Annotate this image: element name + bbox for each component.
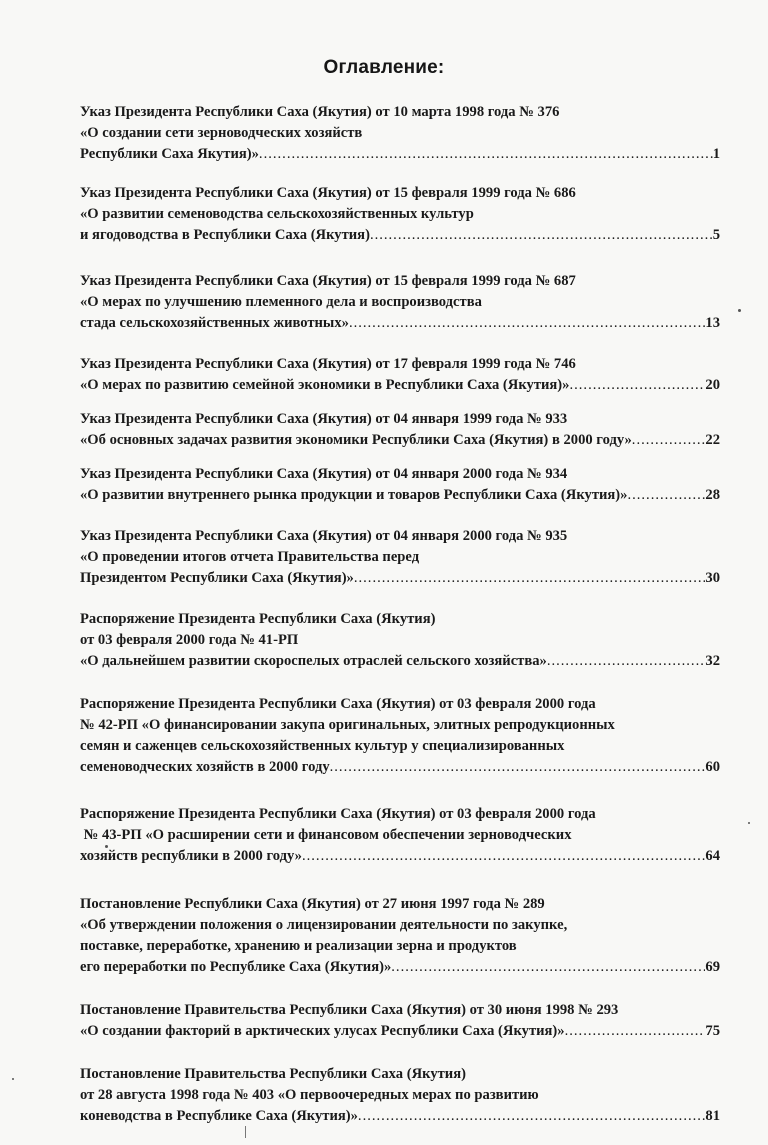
toc-entry-text: хозяйств республики в 2000 году» bbox=[80, 848, 302, 864]
toc-entry bbox=[80, 1064, 720, 1127]
toc-entry-text: «О создании факторий в арктических улусах Республики Саха (Якутия)» bbox=[80, 1023, 565, 1039]
toc-entry-line: № 43-РП «О расширении сети и финансовом обеспечении зерноводческих bbox=[80, 827, 572, 843]
toc-entry bbox=[80, 526, 720, 589]
dot-leader bbox=[547, 651, 706, 672]
toc-entry-line: «О мерах по улучшению племенного дела и воспроизводства bbox=[80, 294, 482, 310]
toc-entry-text: и ягодоводства в Республики Саха (Якутия) bbox=[80, 227, 370, 243]
dot-leader bbox=[358, 1106, 705, 1127]
toc-entry-text: семеноводческих хозяйств в 2000 году bbox=[80, 759, 330, 775]
page-number: 22 bbox=[705, 432, 720, 448]
toc-entry-last-line bbox=[80, 313, 720, 334]
dot-leader bbox=[632, 430, 706, 451]
toc-entry-line: Указ Президента Республики Саха (Якутия) от 04 января 2000 года № 935 bbox=[80, 528, 568, 544]
table-of-contents bbox=[80, 102, 720, 1127]
toc-entry-last-line bbox=[80, 846, 720, 867]
page-number: 13 bbox=[705, 315, 720, 331]
scan-speck bbox=[738, 309, 741, 312]
toc-entry-last-line bbox=[80, 651, 720, 672]
toc-entry-line: Распоряжение Президента Республики Саха (Якутия) bbox=[80, 611, 436, 627]
toc-entry-text: стада сельскохозяйственных животных» bbox=[80, 315, 349, 331]
toc-entry-line: Постановление Правительства Республики Саха (Якутия) от 30 июня 1998 № 293 bbox=[80, 1002, 619, 1018]
page-number: 28 bbox=[705, 487, 720, 503]
toc-entry-last-line bbox=[80, 144, 720, 165]
dot-leader bbox=[627, 485, 705, 506]
toc-entry-text: «О мерах по развитию семейной экономики в Республики Саха (Якутия)» bbox=[80, 377, 570, 393]
toc-entry-text: Республики Саха Якутия)» bbox=[80, 146, 259, 162]
dot-leader bbox=[330, 757, 706, 778]
page-number: 30 bbox=[705, 570, 720, 586]
page-number: 32 bbox=[705, 653, 720, 669]
dot-leader bbox=[354, 568, 706, 589]
toc-entry bbox=[80, 804, 720, 867]
toc-entry-last-line bbox=[80, 568, 720, 589]
toc-entry-line: Указ Президента Республики Саха (Якутия) от 10 марта 1998 года № 376 bbox=[80, 104, 560, 120]
toc-entry-line: Указ Президента Республики Саха (Якутия) от 15 февраля 1999 года № 687 bbox=[80, 273, 576, 289]
toc-entry-last-line bbox=[80, 1021, 720, 1042]
toc-entry bbox=[80, 271, 720, 334]
toc-entry-last-line bbox=[80, 225, 720, 246]
toc-entry bbox=[80, 609, 720, 672]
page-number: 69 bbox=[705, 959, 720, 975]
dot-leader bbox=[565, 1021, 706, 1042]
toc-entry-line: Указ Президента Республики Саха (Якутия) от 17 февраля 1999 года № 746 bbox=[80, 356, 576, 372]
page-number: 81 bbox=[705, 1108, 720, 1124]
toc-entry-line: поставке, переработке, хранению и реализации зерна и продуктов bbox=[80, 938, 517, 954]
toc-entry-last-line bbox=[80, 957, 720, 978]
page-number: 60 bbox=[705, 759, 720, 775]
dot-leader bbox=[370, 225, 713, 246]
toc-entry-text: «Об основных задачах развития экономики Республики Саха (Якутия) в 2000 году» bbox=[80, 432, 632, 448]
toc-entry-text: коневодства в Республике Саха (Якутия)» bbox=[80, 1108, 358, 1124]
toc-entry-line: «О проведении итогов отчета Правительства перед bbox=[80, 549, 420, 565]
toc-entry-text: «О дальнейшем развитии скороспелых отраслей сельского хозяйства» bbox=[80, 653, 547, 669]
toc-entry-last-line bbox=[80, 375, 720, 396]
toc-entry-line: от 28 августа 1998 года № 403 «О первоочередных мерах по развитию bbox=[80, 1087, 539, 1103]
toc-entry bbox=[80, 464, 720, 506]
toc-entry-line: Указ Президента Республики Саха (Якутия) от 04 января 1999 года № 933 bbox=[80, 411, 568, 427]
toc-entry-last-line bbox=[80, 485, 720, 506]
dot-leader bbox=[569, 375, 705, 396]
dot-leader bbox=[302, 846, 705, 867]
toc-entry-line: Постановление Республики Саха (Якутия) от 27 июня 1997 года № 289 bbox=[80, 896, 545, 912]
toc-entry bbox=[80, 354, 720, 396]
toc-entry-line: «О развитии семеноводства сельскохозяйственных культур bbox=[80, 206, 474, 222]
scan-speck bbox=[105, 845, 108, 848]
toc-entry-text: «О развитии внутреннего рынка продукции и товаров Республики Саха (Якутия)» bbox=[80, 487, 628, 503]
page-number: 5 bbox=[712, 227, 720, 243]
toc-entry-text: его переработки по Республике Саха (Якутия)» bbox=[80, 959, 392, 975]
toc-entry-line: Указ Президента Республики Саха (Якутия) от 04 января 2000 года № 934 bbox=[80, 466, 568, 482]
page-number: 1 bbox=[712, 146, 720, 162]
dot-leader bbox=[349, 313, 705, 334]
toc-entry-last-line bbox=[80, 430, 720, 451]
toc-entry bbox=[80, 1000, 720, 1042]
toc-entry bbox=[80, 894, 720, 978]
toc-entry-line: «О создании сети зерноводческих хозяйств bbox=[80, 125, 363, 141]
toc-entry-line: семян и саженцев сельскохозяйственных культур у специализированных bbox=[80, 738, 565, 754]
toc-entry-text: Президентом Республики Саха (Якутия)» bbox=[80, 570, 354, 586]
toc-entry-last-line bbox=[80, 757, 720, 778]
page-number: 20 bbox=[705, 377, 720, 393]
toc-entry bbox=[80, 183, 720, 246]
dot-leader bbox=[391, 957, 705, 978]
scan-speck bbox=[12, 1078, 14, 1080]
toc-entry-line: Постановление Правительства Республики Саха (Якутия) bbox=[80, 1066, 466, 1082]
toc-entry-line: № 42-РП «О финансировании закупа оригинальных, элитных репродукционных bbox=[80, 717, 615, 733]
toc-entry-line: Распоряжение Президента Республики Саха (Якутия) от 03 февраля 2000 года bbox=[80, 696, 596, 712]
dot-leader bbox=[259, 144, 713, 165]
toc-entry bbox=[80, 102, 720, 165]
scan-speck bbox=[748, 822, 750, 824]
toc-entry-line: «Об утверждении положения о лицензировании деятельности по закупке, bbox=[80, 917, 568, 933]
toc-entry bbox=[80, 694, 720, 778]
page-title: Оглавление: bbox=[323, 57, 445, 78]
toc-entry-line: Распоряжение Президента Республики Саха (Якутия) от 03 февраля 2000 года bbox=[80, 806, 596, 822]
toc-entry-last-line bbox=[80, 1106, 720, 1127]
scan-speck bbox=[245, 1126, 246, 1138]
toc-entry-line: от 03 февраля 2000 года № 41-РП bbox=[80, 632, 299, 648]
page-number: 75 bbox=[705, 1023, 720, 1039]
toc-entry bbox=[80, 409, 720, 451]
toc-entry-line: Указ Президента Республики Саха (Якутия) от 15 февраля 1999 года № 686 bbox=[80, 185, 576, 201]
page-number: 64 bbox=[705, 848, 720, 864]
